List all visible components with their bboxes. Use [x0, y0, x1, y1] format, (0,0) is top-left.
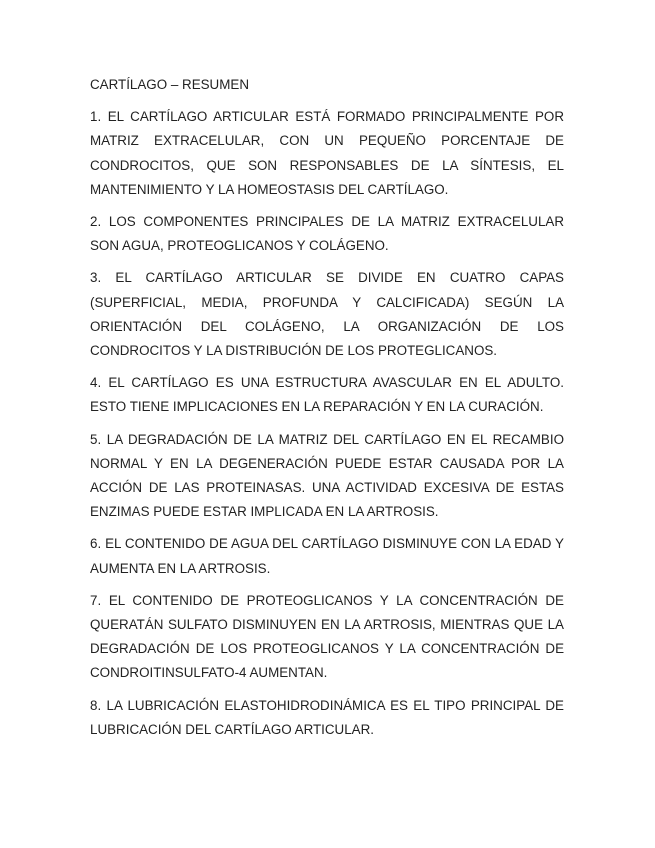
summary-point-4: 4. EL CARTÍLAGO ES UNA ESTRUCTURA AVASCULAR EN EL ADULTO. ESTO TIENE IMPLICACIONES EN LA REPARACIÓN Y EN LA CURACIÓN.: [90, 375, 564, 415]
summary-point-1: 1. EL CARTÍLAGO ARTICULAR ESTÁ FORMADO PRINCIPALMENTE POR MATRIZ EXTRACELULAR, CON UN PEQUEÑO PORCENTAJE DE CONDROCITOS, QUE SON RESPONSABLES DE LA SÍNTESIS, EL MANTENIMIENTO Y LA HOMEOSTASIS DEL CARTÍLAGO.: [90, 109, 564, 197]
summary-point-7: 7. EL CONTENIDO DE PROTEOGLICANOS Y LA CONCENTRACIÓN DE QUERATÁN SULFATO DISMINUYEN EN LA ARTROSIS, MIENTRAS QUE LA DEGRADACIÓN DE LOS PROTEOGLICANOS Y LA CONCENTRACIÓN DE CONDROITINSULFATO-4 AUMENTAN.: [90, 592, 564, 681]
summary-point-6: 6. EL CONTENIDO DE AGUA DEL CARTÍLAGO DISMINUYE CON LA EDAD Y AUMENTA EN LA ARTROSIS.: [90, 536, 564, 576]
document-title: CARTÍLAGO – RESUMEN: [90, 77, 249, 92]
document-page: [90, 73, 564, 750]
summary-point-3: 3. EL CARTÍLAGO ARTICULAR SE DIVIDE EN CUATRO CAPAS (SUPERFICIAL, MEDIA, PROFUNDA Y CALCIFICADA) SEGÚN LA ORIENTACIÓN DEL COLÁGENO, LA ORGANIZACIÓN DE LOS CONDROCITOS Y LA DISTRIBUCIÓN DE LOS PROTEGLICANOS.: [90, 270, 564, 359]
summary-point-8: 8. LA LUBRICACIÓN ELASTOHIDRODINÁMICA ES EL TIPO PRINCIPAL DE LUBRICACIÓN DEL CARTÍLAGO ARTICULAR.: [90, 697, 564, 737]
summary-point-2: 2. LOS COMPONENTES PRINCIPALES DE LA MATRIZ EXTRACELULAR SON AGUA, PROTEOGLICANOS Y COLÁGENO.: [90, 214, 564, 254]
summary-point-5: 5. LA DEGRADACIÓN DE LA MATRIZ DEL CARTÍLAGO EN EL RECAMBIO NORMAL Y EN LA DEGENERACIÓN PUEDE ESTAR CAUSADA POR LA ACCIÓN DE LAS PROTEINASAS. UNA ACTIVIDAD EXCESIVA DE ESTAS ENZIMAS PUEDE ESTAR IMPLICADA EN LA ARTROSIS.: [90, 431, 564, 520]
